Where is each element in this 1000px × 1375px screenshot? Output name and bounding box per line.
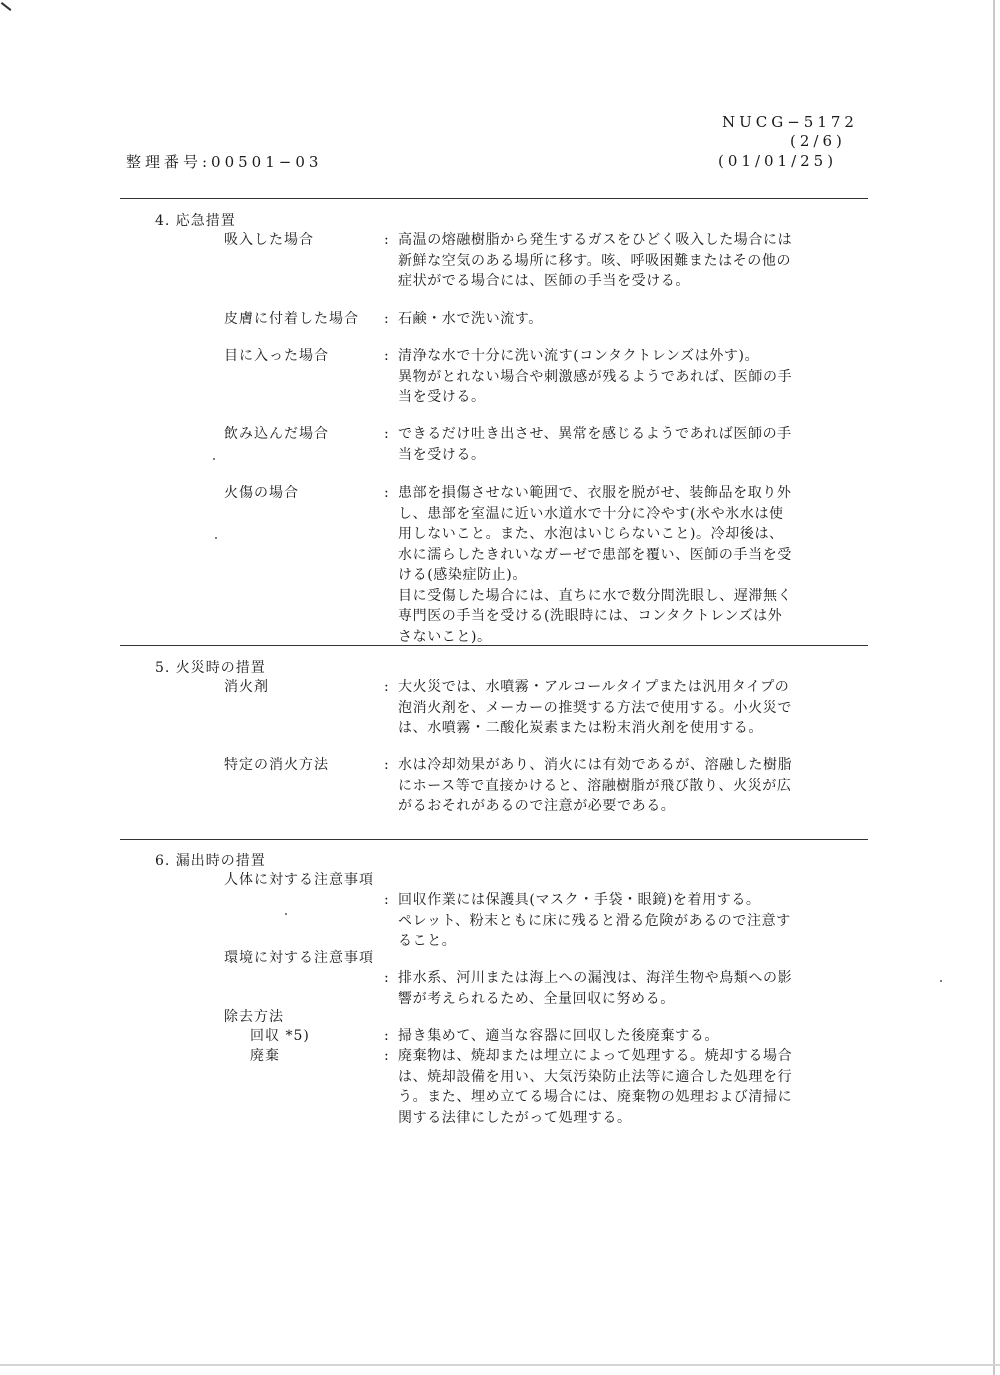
document-number: NUCG−5172 [722,113,858,131]
personal-precautions-text [398,890,873,952]
recovery-label: 回収 *5) [250,1028,310,1044]
section-divider [120,839,868,840]
disposal-text [398,1046,873,1128]
text-line: は、水噴霧・二酸化炭素または粉末消火剤を使用する。 [398,720,763,736]
section-divider [120,645,868,646]
text-line: 新鮮な空気のある場所に移す。咳、呼吸困難またはその他の [398,252,792,269]
environmental-precautions-label: 環境に対する注意事項 [224,950,374,966]
removal-method-label: 除去方法 [224,1009,284,1025]
text-line: は、焼却設備を用い、大気汚染防止法等に適合した処理を行 [398,1068,793,1085]
section-divider [120,198,868,199]
text-line: 響が考えられるため、全量回収に努める。 [398,990,675,1007]
text-line: 目に受傷した場合には、直ちに水で数分間洗眼し、遅滞無く [398,587,793,604]
scan-edge-right [993,0,995,1375]
text-line: ること。 [398,933,457,949]
text-line: 症状がでる場合には、医師の手当を受ける。 [398,273,690,289]
text-line: 石鹸・水で洗い流す。 [398,311,543,327]
recovery-text [398,1026,873,1047]
text-line: 当を受ける。 [398,389,486,405]
text-line: し、患部を室温に近い水道水で十分に冷やす(氷や氷水は使 [398,505,784,522]
text-line: ける(感染症防止)。 [398,567,527,583]
environmental-precautions-colon: : [384,970,389,986]
environmental-precautions-text [398,968,873,1009]
extinguishing-media-label: 消火剤 [224,679,269,695]
text-line: 水は冷却効果があり、消火には有効であるが、溶融した樹脂 [398,757,793,773]
text-line: さないこと)。 [398,628,492,645]
scan-speck [215,537,217,539]
inhalation-colon: : [384,232,389,248]
text-line: 清浄な水で十分に洗い流す(コンタクトレンズは外す)。 [398,348,760,364]
scan-edge-bottom [0,1364,1000,1366]
extinguishing-media-text [398,677,873,739]
scan-speck [213,458,215,460]
text-line: 患部を損傷させない範囲で、衣服を脱がせ、装飾品を取り外 [398,485,792,501]
inhalation-label: 吸入した場合 [224,232,314,248]
text-line: 回収作業には保護具(マスク・手袋・眼鏡)を着用する。 [398,892,761,908]
text-line: 排水系、河川または海上への漏洩は、海洋生物や鳥類への影 [398,970,793,986]
text-line: 泡消火剤を、メーカーの推奨する方法で使用する。小火災で [398,699,792,716]
section-6-title: 6. 漏出時の措置 [155,853,266,869]
document-date: (01/01/25) [718,152,838,170]
extinguishing-media-colon: : [384,679,389,695]
reference-number: 整理番号:00501−03 [126,153,323,171]
disposal-colon: : [384,1048,389,1064]
burn-text [398,483,873,647]
eye-contact-colon: : [384,348,389,364]
eye-contact-label: 目に入った場合 [224,348,329,364]
skin-contact-colon: : [384,311,389,327]
ingestion-colon: : [384,426,389,442]
text-line: 高温の熔融樹脂から発生するガスをひどく吸入した場合には [398,232,793,248]
firefighting-method-text [398,755,873,817]
text-line: 異物がとれない場合や刺激感が残るようであれば、医師の手 [398,368,793,385]
text-line: できるだけ吐き出させ、異常を感じるようであれば医師の手 [398,426,792,442]
text-line: 掃き集めて、適当な容器に回収した後廃棄する。 [398,1028,719,1044]
skin-contact-text [398,309,873,330]
burn-colon: : [384,485,389,501]
text-line: にホース等で直接かけると、溶融樹脂が飛び散り、火災が広 [398,777,792,794]
disposal-label: 廃棄 [250,1048,280,1064]
text-line: 水に濡らしたきれいなガーゼで患部を覆い、医師の手当を受 [398,546,792,563]
firefighting-method-label: 特定の消火方法 [224,757,329,773]
text-line: ペレット、粉末ともに床に残ると滑る危険があるので注意す [398,912,791,929]
text-line: がるおそれがあるので注意が必要である。 [398,798,676,814]
personal-precautions-colon: : [384,892,389,908]
firefighting-method-colon: : [384,757,389,773]
text-line: 関する法律にしたがって処理する。 [398,1109,632,1126]
personal-precautions-label: 人体に対する注意事項 [224,872,374,888]
text-line: 用しないこと。また、水泡はいじらないこと)。冷却後は、 [398,526,784,542]
text-line: 大火災では、水噴霧・アルコールタイプまたは汎用タイプの [398,679,790,695]
scan-speck [940,980,942,982]
eye-contact-text [398,346,873,408]
skin-contact-label: 皮膚に付着した場合 [224,311,359,327]
text-line: う。また、埋め立てる場合には、廃棄物の処理および清掃に [398,1089,793,1105]
text-line: 当を受ける。 [398,446,486,463]
burn-label: 火傷の場合 [224,485,299,501]
text-line: 専門医の手当を受ける(洗眼時には、コンタクトレンズは外 [398,608,783,624]
text-line: 廃棄物は、焼却または埋立によって処理する。焼却する場合 [398,1048,793,1064]
scan-speck [285,913,287,915]
scan-corner-mark [1,2,12,11]
section-4-title: 4. 応急措置 [155,213,236,229]
ingestion-label: 飲み込んだ場合 [224,426,329,442]
inhalation-text [398,230,873,292]
section-5-title: 5. 火災時の措置 [155,660,266,676]
ingestion-text [398,424,873,465]
page-number: (2/6) [790,132,846,150]
recovery-colon: : [384,1028,389,1044]
